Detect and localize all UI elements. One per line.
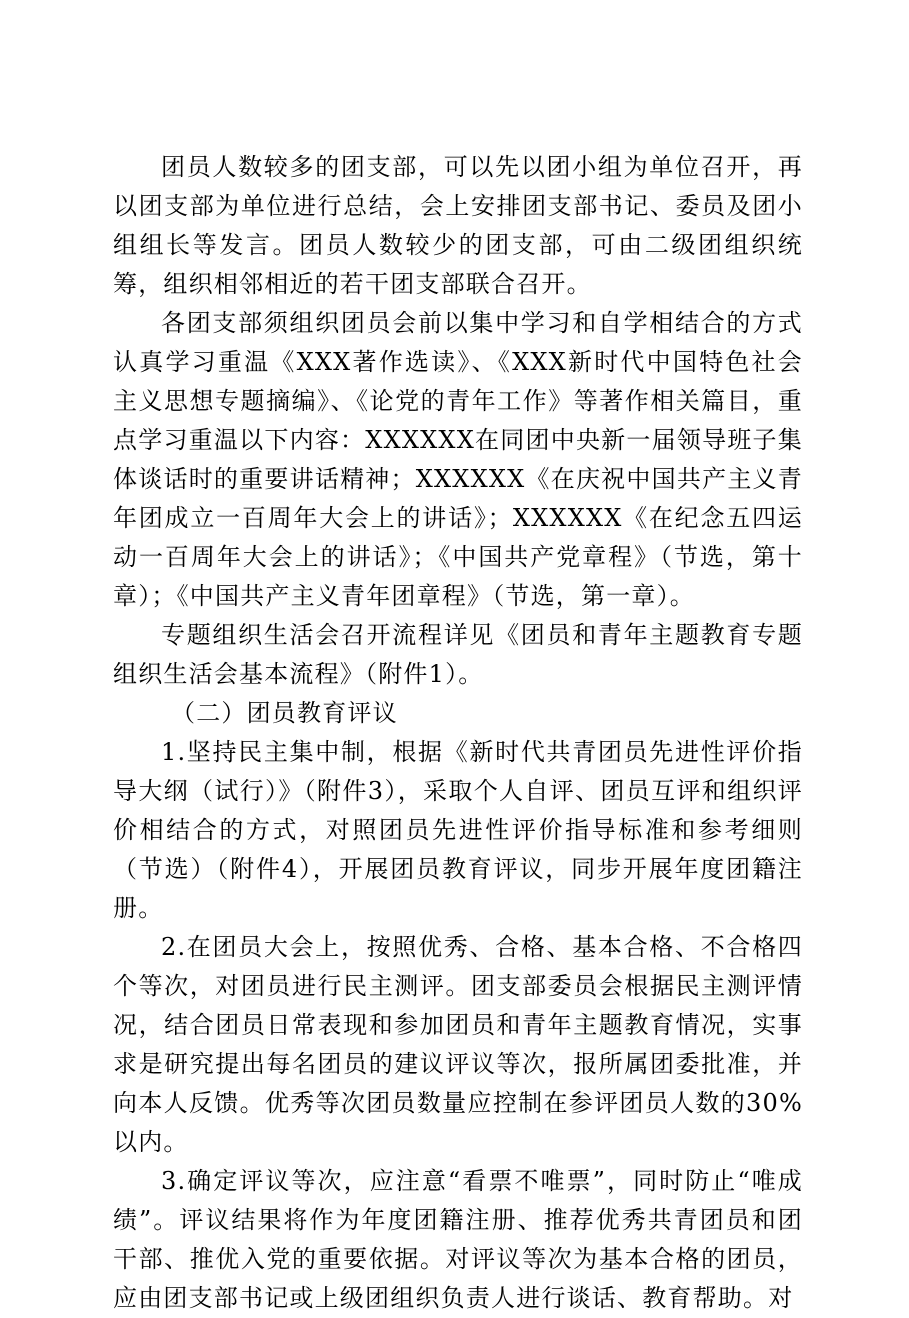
paragraph-study-requirements: 各团支部须组织团员会前以集中学习和自学相结合的方式认真学习重温《XXX著作选读》、《XXX新时代中国特色社会主义思想专题摘编》、《论党的青年工作》等著作相关篇目，重点学习重温以下内容：XXXXXX在同团中央新一届领导班子集体谈话时的重要讲话精神；XXXXXX《在庆祝中国共产主义青年团成立一百周年大会上的讲话》；XXXXXX《在纪念五四运动一百周年大会上的讲话》；《中国共产党章程》（节选，第十章）；《中国共产主义青年团章程》（节选，第一章）。 <box>113 309 803 610</box>
list-item-democratic-centralism: 1.坚持民主集中制，根据《新时代共青团员先进性评价指导大纲（试行）》（附件3），采取个人自评、团员互评和组织评价相结合的方式，对照团员先进性评价指导标准和参考细则（节选）（附件4），开展团员教育评议，同步开展年度团籍注册。 <box>113 738 803 922</box>
paragraph-meeting-process: 专题组织生活会召开流程详见《团员和青年主题教育专题组织生活会基本流程》（附件1）。 <box>113 621 803 688</box>
section-heading-evaluation: （二）团员教育评议 <box>171 699 398 727</box>
list-item-evaluation-grades: 3.确定评议等次，应注意“看票不唯票”，同时防止“唯成绩”。评议结果将作为年度团籍注册、推荐优秀共青团员和团干部、推优入党的重要依据。对评议等次为基本合格的团员，应由团支部书记或上级团组织负责人进行谈话、教育帮助。对 <box>113 1167 803 1312</box>
paragraph-meeting-organization: 团员人数较多的团支部，可以先以团小组为单位召开，再以团支部为单位进行总结，会上安排团支部书记、委员及团小组组长等发言。团员人数较少的团支部，可由二级团组织统筹，组织相邻相近的若干团支部联合召开。 <box>113 153 803 298</box>
document-body <box>113 148 803 1318</box>
list-item-democratic-evaluation: 2.在团员大会上，按照优秀、合格、基本合格、不合格四个等次，对团员进行民主测评。团支部委员会根据民主测评情况，结合团员日常表现和参加团员和青年主题教育情况，实事求是研究提出每名团员的建议评议等次，报所属团委批准，并向本人反馈。优秀等次团员数量应控制在参评团员人数的30%以内。 <box>113 933 803 1156</box>
